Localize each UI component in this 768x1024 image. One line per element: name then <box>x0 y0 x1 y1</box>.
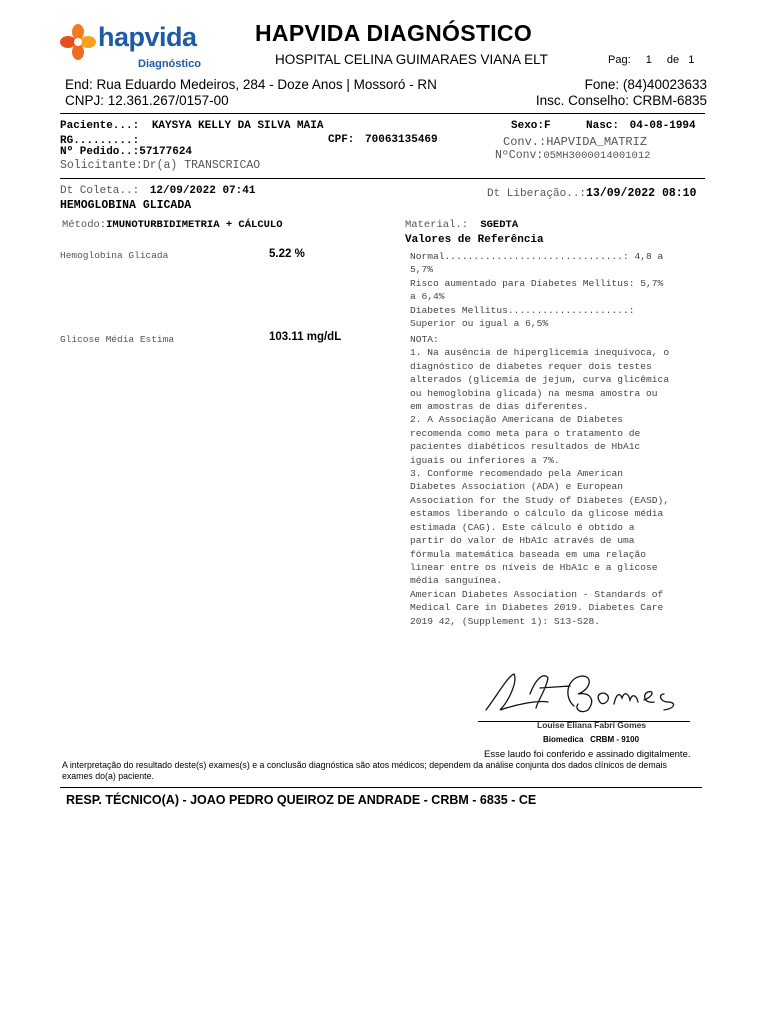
result-value: 5.22 % <box>269 248 305 260</box>
note-line: estamos liberando o cálculo da glicose média <box>410 508 664 520</box>
note-line: diagnóstico de diabetes requer dois testes <box>410 360 652 372</box>
signer-role: Biomedica CRBM - 9100 <box>543 735 640 744</box>
cpf-value: 70063135469 <box>365 134 438 146</box>
note-line: pacientes diabéticos resultados de HbA1c <box>410 441 641 453</box>
patient-name-row <box>60 120 323 132</box>
hapvida-logo <box>60 22 220 72</box>
note-line: recomenda como meta para o tratamento de <box>410 427 641 439</box>
patient-label: Paciente...: <box>60 120 140 132</box>
note-line: alterados (glicemia de jejum, curva glicêmica <box>410 374 670 386</box>
note-line: estimada (CAG). Este cálculo é obtido a <box>410 521 635 533</box>
note-line: Medical Care in Diabetes 2019. Diabetes Care <box>410 602 664 614</box>
method-label: Método: <box>62 219 107 231</box>
ref-line: a 6,4% <box>410 291 445 303</box>
sex-label: Sexo: <box>511 120 545 132</box>
note-line: em amostras de dias diferentes. <box>410 401 589 413</box>
requester-label: Solicitante: <box>60 159 143 172</box>
digital-signature-note: Esse laudo foi conferido e assinado digitalmente. <box>484 749 691 760</box>
note-line: American Diabetes Association - Standards of <box>410 588 664 600</box>
material-value: SGEDTA <box>480 219 519 231</box>
ref-line: Diabetes Mellitus.....................: <box>410 304 635 316</box>
requester-value: Dr(a) TRANSCRICAO <box>142 159 261 172</box>
note-line: NOTA: <box>410 334 439 345</box>
result-value: 103.11 mg/dL <box>269 331 342 343</box>
release-value: 13/09/2022 08:10 <box>586 187 697 200</box>
order-value: 57177624 <box>139 146 193 158</box>
release-row <box>487 187 696 200</box>
sex-row <box>511 120 551 132</box>
page-label: Pag: <box>608 54 631 66</box>
divider <box>60 787 702 788</box>
birth-label: Nasc: <box>586 120 620 132</box>
release-label: Dt Liberação..: <box>487 188 587 200</box>
disclaimer: A interpretação do resultado deste(s) exames(s) e a conclusão diagnóstica são atos médicos; dependem da análise conjunta dos dados clínicos de demais <box>62 760 667 770</box>
signature-icon <box>478 664 698 720</box>
note-line: Diabetes Association (ADA) e European <box>410 481 624 493</box>
birth-row <box>586 120 696 132</box>
collect-value: 12/09/2022 07:41 <box>149 185 256 197</box>
order-label: Nº Pedido..: <box>60 146 140 158</box>
logo-sub: Diagnóstico <box>138 58 201 70</box>
note-line: 2. A Associação Americana de Diabetes <box>410 414 624 426</box>
nconv-label: NºConv: <box>495 149 544 162</box>
note-line: partir do valor de HbA1c através de uma <box>410 535 635 547</box>
note-line: iguais ou inferiores a 7%. <box>410 454 560 466</box>
note-line: 2019 42, (Supplement 1): S13-S28. <box>410 615 600 627</box>
nconv-row <box>495 149 650 162</box>
note-line: Association for the Study of Diabetes (EASD), <box>410 494 670 506</box>
cpf-row <box>328 134 438 146</box>
exam-notes <box>410 333 669 628</box>
page-total: 1 <box>688 54 695 66</box>
page-title: HAPVIDA DIAGNÓSTICO <box>255 20 533 46</box>
council-registration: Insc. Conselho: CRBM-6835 <box>535 93 707 108</box>
requester-row <box>60 159 260 172</box>
divider <box>60 113 705 114</box>
note-line: 3. Conforme recomendado pela American <box>410 468 624 480</box>
disclaimer: exames do(a) paciente. <box>62 771 154 781</box>
convenio-row <box>503 135 647 149</box>
material-label: Material.: <box>405 219 469 231</box>
cnpj: CNPJ: 12.361.267/0157-00 <box>65 93 229 108</box>
note-line: fórmula matemática baseada em uma relação <box>410 548 647 560</box>
address: End: Rua Eduardo Medeiros, 284 - Doze Anos | Mossoró - RN <box>65 77 437 92</box>
result-name: Hemoglobina Glicada <box>60 250 169 261</box>
material-row <box>405 219 518 231</box>
rg-label: RG.........: <box>60 135 140 147</box>
hospital-name: HOSPITAL CELINA GUIMARAES VIANA ELT <box>275 52 548 67</box>
ref-line: 5,7% <box>410 264 434 276</box>
reference-values <box>410 250 663 330</box>
note-line: 1. Na ausência de hiperglicemia inequívoca, o <box>410 347 670 359</box>
note-line: média sanguínea. <box>410 575 503 587</box>
note-line: ou hemoglobina glicada) na mesma amostra ou <box>410 387 658 399</box>
sex-value: F <box>544 120 551 132</box>
cpf-label: CPF: <box>328 134 355 146</box>
ref-line: Superior ou igual a 6,5% <box>410 318 549 330</box>
birth-value: 04-08-1994 <box>629 120 696 132</box>
method-value: IMUNOTURBIDIMETRIA + CÁLCULO <box>106 219 283 231</box>
conv-value: HAPVIDA_MATRIZ <box>546 135 648 149</box>
method-row <box>62 219 283 231</box>
conv-label: Conv.: <box>503 135 547 149</box>
logo-brand: hapvida <box>98 22 197 52</box>
collect-label: Dt Coleta..: <box>60 185 140 197</box>
of-label: de <box>666 54 680 66</box>
technical-responsible: RESP. TÉCNICO(A) - JOAO PEDRO QUEIROZ DE ANDRADE - CRBM - 6835 - CE <box>66 793 537 807</box>
phone: Fone: (84)40023633 <box>584 77 707 92</box>
collect-row <box>60 185 255 197</box>
nconv-value: 05MH3000014001012 <box>543 150 651 162</box>
signer-name: Louise Eliana Fabri Gomes <box>537 720 647 730</box>
page-number: 1 <box>645 54 652 66</box>
exam-title: HEMOGLOBINA GLICADA <box>60 199 192 212</box>
divider <box>60 178 705 179</box>
reference-title: Valores de Referência <box>405 234 544 246</box>
ref-line: Normal...............................: 4,8 a <box>410 251 664 262</box>
result-name: Glicose Média Estima <box>60 334 175 345</box>
patient-name: KAYSYA KELLY DA SILVA MAIA <box>151 120 324 132</box>
ref-line: Risco aumentado para Diabetes Mellitus: 5,7% <box>410 277 664 289</box>
flower-logo-icon <box>60 24 96 60</box>
order-row <box>60 146 192 158</box>
page-indicator <box>608 54 694 66</box>
note-line: linear entre os níveis de HbA1c e a glicose <box>410 561 658 573</box>
